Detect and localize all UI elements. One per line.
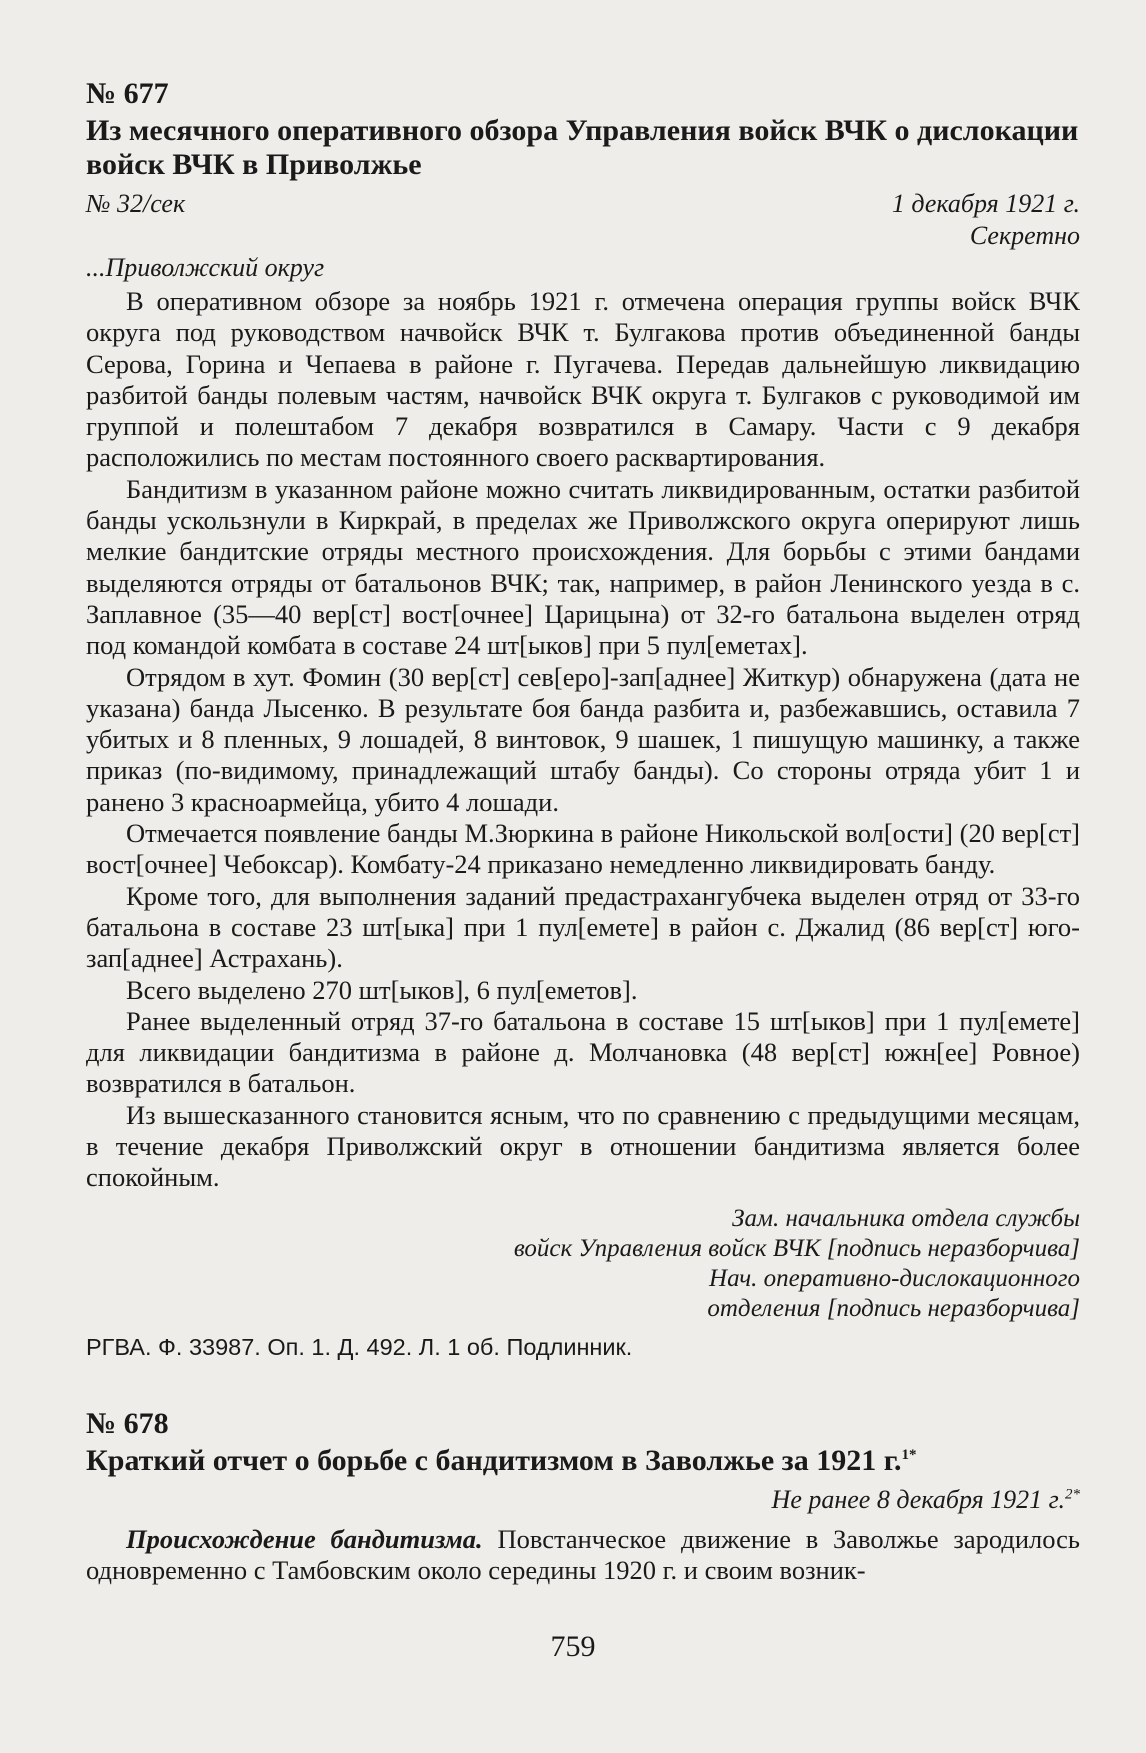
paragraph [86,1524,1080,1587]
document-title: Из месячного оперативного обзора Управления войск ВЧК о дислокации войск ВЧК в Приволжье [86,114,1079,181]
paragraph-text: Повстанческое движение в Заволжье зародилось одновременно с Тамбовским около середины 1920 г. и своим возник- [86,1523,1081,1585]
paragraph: Бандитизм в указанном районе можно считать ликвидированным, остатки разбитой банды ускользнули в Киркрай, в пределах же Приволжского округа оперируют лишь мелкие бандитские отряды местного происхождения. Для борьбы с этими бандами выделяются отряды от батальонов ВЧК; так, например, в район Ленинского уезда в с. Заплавное (35—40 вер[ст] вост[очнее] Царицына) от 32-го батальона выделен отряд под командой комбата в составе 24 шт[ыков] при 5 пул[еметах]. [86,473,1080,661]
signature-line: Зам. начальника отдела службы [732,1204,1080,1232]
classification-label: Секретно [969,221,1080,250]
signature-line: отделения [подпись неразборчива] [707,1294,1080,1322]
document-date: 1 декабря 1921 г. [891,189,1080,218]
document-title [86,1444,1080,1478]
document-number: № 678 [86,1406,169,1440]
signature-line: Нач. оперативно-дислокационного [709,1264,1080,1292]
footnote-marker: 2* [1065,1485,1080,1502]
document-date-text: Не ранее 8 декабря 1921 г. [771,1484,1065,1514]
paragraph: Из вышесказанного становится ясным, что по сравнению с предыдущими месяцам, в течение декабря Приволжский округ в отношении бандитизма является более спокойным. [86,1099,1080,1193]
archive-reference: РГВА. Ф. 33987. Оп. 1. Д. 492. Л. 1 об. Подлинник. [86,1333,633,1360]
paragraph: Отмечается появление банды М.Зюркина в районе Никольской вол[ости] (20 вер[ст] вост[очнее] Чебоксар). Комбату-24 приказано немедленно ликвидировать банду. [86,818,1080,880]
document-number: № 677 [86,77,169,110]
footnote-marker: 1* [901,1446,917,1463]
paragraph: В оперативном обзоре за ноябрь 1921 г. отмечена операция группы войск ВЧК округа под руководством начвойск ВЧК т. Булгакова против объединенной банды Серова, Горина и Чепаева в районе г. Пугачева. Передав дальнейшую ликвидацию разбитой банды полевым частям, начвойск ВЧК округа т. Булгаков с руководимой им группой и полештабом 7 декабря возвратился в Самару. Части с 9 декабря расположились по местам постоянного своего расквартирования. [86,286,1080,473]
page-number: 759 [550,1630,596,1663]
signature-line: войск Управления войск ВЧК [подпись неразборчива] [513,1234,1080,1262]
document-title-text: Краткий отчет о борьбе с бандитизмом в Заволжье за 1921 г. [86,1443,902,1477]
signature-block [86,1204,1080,1324]
paragraph: Отрядом в хут. Фомин (30 вер[ст] сев[еро]-зап[аднее] Житкур) обнаружена (дата не указана) банда Лысенко. В результате боя банда разбита и, разбежавшись, оставила 7 убитых и 8 пленных, 9 лошадей, 8 винтовок, 9 шашек, 1 пишущую машинку, а также приказ (по-видимому, принадлежащий штабу банды). Со стороны отряда убит 1 и ранено 3 красноармейца, убито 4 лошади. [86,661,1080,817]
paragraph: Ранее выделенный отряд 37-го батальона в составе 15 шт[ыков] при 1 пул[емете] для ликвидации бандитизма в районе д. Молчановка (48 вер[ст] южн[ее] Ровное) возвратился в батальон. [86,1005,1080,1099]
paragraph: Всего выделено 270 шт[ыков], 6 пул[еметов]. [126,974,638,1005]
district-heading: ...Приволжский округ [86,253,325,282]
document-meta [86,188,1080,220]
paragraph: Кроме того, для выполнения заданий предастрахангубчека выделен отряд от 33-го батальона в составе 23 шт[ыка] при 1 пул[емете] в район с. Джалид (86 вер[ст] юго-зап[аднее] Астрахань). [86,880,1080,974]
section-lead: Происхождение бандитизма. [126,1523,483,1554]
document-date [86,1484,1080,1516]
page-content [86,76,1080,1586]
document-reference: № 32/сек [86,189,186,218]
